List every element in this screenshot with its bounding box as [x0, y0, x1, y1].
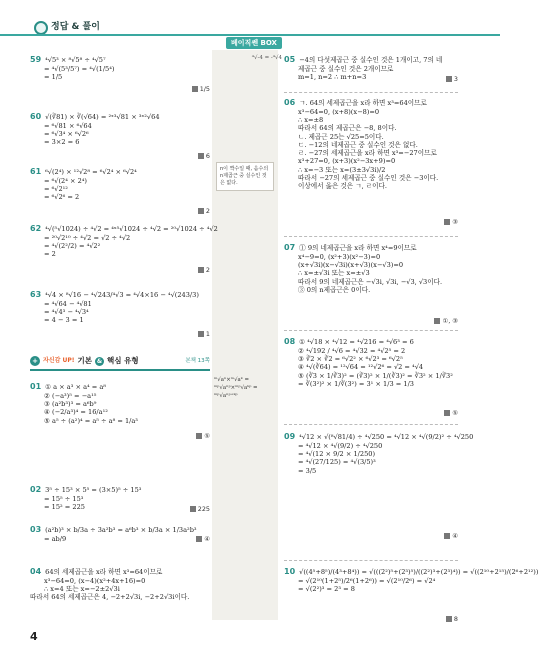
header-rule	[0, 34, 500, 36]
divider	[284, 560, 458, 561]
answer-marker-icon	[446, 616, 452, 622]
margin-column	[212, 50, 278, 620]
answer-marker-icon	[196, 433, 202, 439]
problem-60: 60 √(∛81) × ∛(√64) = ²ˣ³√81 × ³ˣ²√64 = ⁶√81 × ⁶√64 = ⁶√3⁴ × ⁶√2⁶ = 3×2 = 6 6	[30, 112, 210, 160]
note-formula: ᵐ√aⁿ×ᵐ√aᵏ = ᵐᵖ√aⁿᵖ×ᵐᵖ√aᵏᵖ = ᵐᵖ√aⁿᵖ⁺ᵏᵖ	[214, 377, 258, 400]
answer-marker-icon	[444, 410, 450, 416]
answer-marker-icon	[198, 331, 204, 337]
problem-09: 09 ⁴√12 × √(⁸√81/4) ÷ ⁴√250 = ⁴√12 × ⁴√(9/2)² ÷ ⁴√250 = ⁴√12 × ⁴√(9/2) ÷ ⁴√250 = ⁴√(12 × 9/2 × 1/250) = ⁴√(27/125) = ⁴√(3/5)³ = 3/5 ④	[284, 432, 474, 540]
answer-marker-icon	[190, 506, 196, 512]
clock-icon	[34, 21, 48, 35]
divider	[284, 236, 458, 237]
problem-05: 05 −4의 다섯제곱근 중 실수인 것은 1개이고, 7의 네 제곱근 중 실수인 것은 2개이므로 m=1, n=2 ∴ m+n=3 3	[284, 55, 458, 83]
header-title: 정답 & 풀이	[51, 22, 100, 33]
problem-62: 62 ⁴√(⁵√1024) ÷ ⁴√2 = ⁴ˣ⁵√1024 ÷ ⁴√2 = ²⁰√1024 ÷ ⁴√2 = ²⁰√2¹⁰ ÷ ⁴√2 = √2 ÷ ⁴√2 = ⁴√(2²/2) = ⁴√2² = 2 2	[30, 224, 218, 274]
basic-box-badge: 베이직쎈 BOX	[226, 37, 282, 49]
answer-marker-icon	[444, 533, 450, 539]
section-header: + 자신감 UP! 기본 & 핵심 유형 본책 13쪽	[30, 355, 210, 369]
problem-07: 07 ① 9의 네제곱근을 x라 하면 x⁴=9이므로 x⁴−9=0, (x²+3)(x²−3)=0 (x+√3i)(x−√3i)(x+√3)(x−√3)=0 ∴ x=±√3i 또는 x=±√3 따라서 9의 네제곱근은 −√3i, √3i, −√3, √3이다. ③ 0의 n제곱근은 0이다. ①, ③	[284, 243, 458, 325]
note-box: n이 짝수일 때, 음수의 n제곱근 중 실수인 것은 없다.	[216, 162, 274, 191]
answer-marker-icon	[196, 536, 202, 542]
problem-10: 10 √((4⁵+8⁵)/(4³+8⁴)) = √(((2²)⁵+(2³)⁵)/((2²)³+(2³)⁴)) = √((2¹⁰+2¹⁵)/(2⁶+2¹²)) = √(2¹⁰(1+2⁵)/2⁶(1+2⁶)) = √(2¹⁰/2⁶) = √2⁴ = √(2²)³ = 2³ = 8 8	[284, 567, 538, 623]
answer-marker-icon	[434, 318, 440, 324]
problem-01: 01 ① a × a³ × a⁴ = a⁸ ② (−a³)⁵ = −a¹⁵ ③ (a²b³)³ = a⁶b⁹ ④ (−2/a³)⁴ = 16/a¹² ⑤ a⁵ ÷ (a²)⁴ = a⁵ ÷ a⁸ = 1/a³ ⑤	[30, 382, 210, 440]
answer-marker-icon	[192, 86, 198, 92]
plus-icon: +	[30, 356, 40, 366]
section-reference: 본책 13쪽	[185, 358, 210, 364]
answer-marker-icon	[198, 153, 204, 159]
problem-08: 08 ① ⁴√18 × ⁴√12 = ⁴√216 = ⁴√6³ = 6 ② ⁴√192 / ⁴√6 = ⁴√32 = ⁴√2⁵ = 2 ③ ∛2 × ∛2 = ⁶√2² × ⁶√2³ = ⁶√2⁵ ④ ⁴√(∛64) = ¹²√64 = ¹²√2⁶ = √2 = ⁴√4 ⑤ (∛3 × 1/∛3)² = (∛3)² × 1/(∛3)² = ∛3² × 1/∛3² = ∛(3²)² × 1/∛(3²) = 3¹ × 1/3 = 1/3 ⑤	[284, 337, 458, 417]
problem-06: 06 ㄱ. 64의 세제곱근을 x라 하면 x³=64이므로 x³−64=0, (x+8)(x−8)=0 ∴ x=±8 따라서 64의 제곱근은 −8, 8이다. ㄴ. 제곱근 25는 √25=5이다. ㄷ. −12의 네제곱근 중 실수인 것은 없다. ㄹ. −27의 세제곱근을 x라 하면 x³=−27이므로 x³+27=0, (x+3)(x²−3x+9)=0 ∴ x=−3 또는 x=(3±3√3i)/2 따라서 −27의 세제곱근 중 실수인 것은 −3이다. 이상에서 옳은 것은 ㄱ, ㄹ이다. ③	[284, 98, 458, 226]
divider	[284, 92, 458, 93]
problem-04: 04 64의 세제곱근을 x라 하면 x³=64이므로 x³−64=0, (x−4)(x²+4x+16)=0 ∴ x=4 또는 x=−2±2√3i 따라서 64의 세제곱근은 4, −2+2√3i, −2+2√3i이다.	[30, 567, 190, 602]
page-header	[0, 0, 500, 40]
divider	[284, 424, 458, 425]
header-logo	[34, 21, 100, 35]
answer-marker-icon	[198, 208, 204, 214]
problem-59: 59 ⁴√5³ × ⁸√5⁸ ÷ ⁴√5⁷ = ⁴√(5³/5⁷) = ⁴√(1/5⁴) = 1/5 1/5	[30, 55, 210, 93]
divider	[284, 330, 458, 331]
answer-marker-icon	[444, 219, 450, 225]
answer-marker-icon	[198, 267, 204, 273]
answer-marker-icon	[446, 76, 452, 82]
margin-fragment: ⁴√-4 = ‑⁴√4	[251, 55, 282, 61]
problem-02: 02 3⁵ ÷ 15³ × 5⁵ = (3×5)⁵ ÷ 15³ = 15⁵ ÷ 15³ = 15² = 225 225	[30, 485, 210, 513]
section-rule	[30, 369, 210, 371]
page-number: 4	[30, 630, 38, 643]
problem-61: 61 ⁶√(2⁴) × ¹²√2⁸ = ⁶√2⁴ × ⁶√2⁴ = ⁶√(2⁴ × 2⁴) = ⁶√2¹² = ⁶√2⁶ = 2 2	[30, 167, 210, 215]
problem-03: 03 (a²b)³ × b/3a ÷ 3a²b³ = a⁶b³ × b/3a × 1/3a²b³ = ab/9 ④	[30, 525, 210, 543]
problem-63: 63 ⁴√4 × ⁸√16 − ⁴√243/⁴√3 = ⁴√4×16 − ⁴√(243/3) = ⁴√64 − ⁴√81 = ⁴√4³ − ⁴√3⁴ = 4 − 3 = 1 1	[30, 290, 210, 338]
